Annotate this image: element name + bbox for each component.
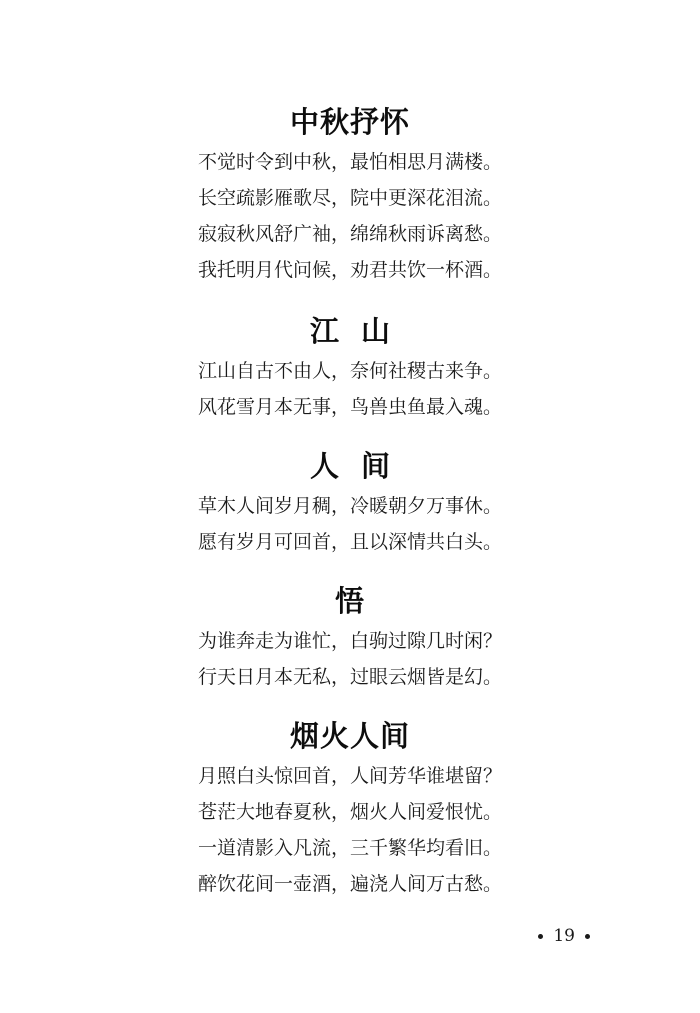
poem-line: 醉饮花间一壶酒，遍浇人间万古愁。 (197, 873, 502, 895)
page-number (528, 922, 600, 950)
poem-lines (0, 353, 700, 425)
poem-title: 中秋抒怀 (289, 105, 410, 139)
poem-lines (0, 758, 700, 902)
poem-line: 长空疏影雁歌尽，院中更深花泪流。 (197, 187, 502, 209)
poem-line: 江山自古不由人，奈何社稷古来争。 (197, 360, 502, 382)
poem-jiangshan (0, 311, 700, 425)
poem-renjian (0, 446, 700, 560)
poem-lines (0, 144, 700, 288)
poem-line: 我托明月代问候，劝君共饮一杯酒。 (197, 259, 502, 281)
poem-lines (0, 623, 700, 695)
page-number-value: 19 (553, 926, 575, 946)
bullet-dot-icon (585, 934, 590, 939)
poem-mid-autumn (0, 102, 700, 288)
poem-line: 愿有岁月可回首，且以深情共白头。 (197, 531, 502, 553)
poem-wu (0, 581, 700, 695)
poem-line: 一道清影入凡流，三千繁华均看旧。 (197, 837, 502, 859)
poem-lines (0, 488, 700, 560)
poem-line: 苍茫大地春夏秋，烟火人间爱恨忧。 (197, 801, 502, 823)
poem-title: 人间 (309, 449, 412, 483)
bullet-dot-icon (538, 934, 543, 939)
poem-line: 为谁奔走为谁忙，白驹过隙几时闲？ (197, 630, 502, 652)
poem-line: 风花雪月本无事，鸟兽虫鱼最入魂。 (197, 396, 502, 418)
poem-title: 烟火人间 (289, 719, 410, 753)
poem-title: 悟 (334, 584, 365, 618)
poem-line: 不觉时令到中秋，最怕相思月满楼。 (197, 151, 502, 173)
poem-line: 月照白头惊回首，人间芳华谁堪留？ (197, 765, 502, 787)
poem-title: 江山 (309, 314, 412, 348)
poem-line: 草木人间岁月稠，冷暖朝夕万事休。 (197, 495, 502, 517)
poem-line: 寂寂秋风舒广袖，绵绵秋雨诉离愁。 (197, 223, 502, 245)
poem-line: 行天日月本无私，过眼云烟皆是幻。 (197, 666, 502, 688)
poem-yanhuo-renjian (0, 716, 700, 902)
